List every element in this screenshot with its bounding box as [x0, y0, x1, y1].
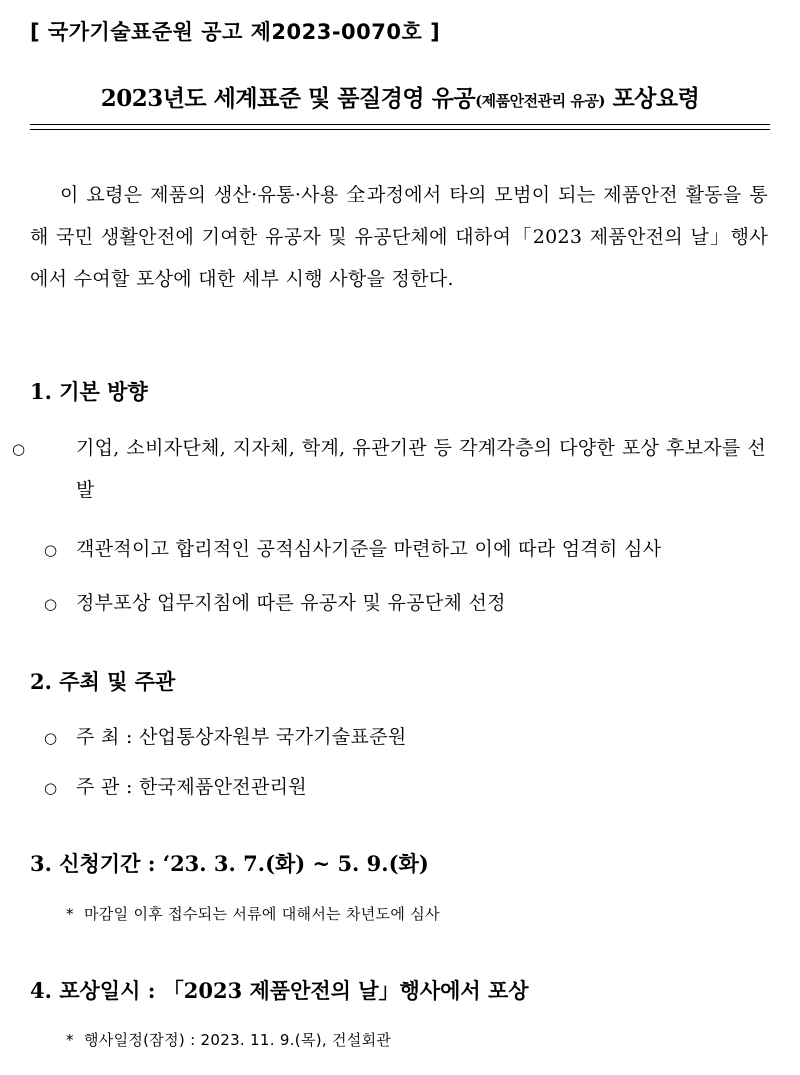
title-sub: (제품안전관리 유공): [475, 92, 605, 110]
list-item: [44, 772, 307, 799]
asterisk-icon: *: [66, 1031, 74, 1049]
notice-number: [ 국가기술표준원 공고 제2023-0070호 ]: [30, 20, 441, 44]
title-end: 포상요령: [612, 85, 700, 112]
section-heading-application-period: 3. 신청기간 : ‘23. 3. 7.(화) ~ 5. 9.(화): [30, 851, 429, 876]
list-item: [44, 588, 506, 615]
section-heading-basic-direction: 1. 기본 방향: [30, 379, 148, 404]
list-item: [12, 428, 766, 511]
asterisk-icon: *: [66, 905, 74, 923]
circle-bullet-icon: ○: [44, 541, 58, 559]
list-item-text: 주 최 : 산업통상자원부 국가기술표준원: [76, 726, 407, 748]
note-text: 마감일 이후 접수되는 서류에 대해서는 차년도에 심사: [84, 905, 440, 923]
list-item: [44, 534, 661, 561]
list-item-text: 주 관 : 한국제품안전관리원: [76, 776, 307, 798]
note: [66, 1029, 391, 1050]
title-main: 2023년도 세계표준 및 품질경영 유공: [100, 85, 476, 112]
list-item-text: 기업, 소비자단체, 지자체, 학계, 유관기관 등 각계각층의 다양한 포상 후보자를 선발: [76, 437, 766, 501]
note: [66, 903, 440, 924]
title-rule-top: [30, 124, 770, 125]
page-title: [30, 80, 770, 113]
note-text: 행사일정(잠정) : 2023. 11. 9.(목), 건설회관: [84, 1031, 392, 1049]
list-item-text: 정부포상 업무지침에 따른 유공자 및 유공단체 선정: [76, 592, 506, 614]
intro-paragraph: 이 요령은 제품의 생산·유통·사용 全과정에서 타의 모범이 되는 제품안전 활동을 통해 국민 생활안전에 기여한 유공자 및 유공단체에 대하여「2023 제품안전의 날」행사에서 수여할 포상에 대한 세부 시행 사항을 정한다.: [30, 184, 768, 290]
list-item: [44, 722, 407, 749]
section-heading-host: 2. 주최 및 주관: [30, 669, 176, 694]
circle-bullet-icon: ○: [44, 729, 58, 747]
circle-bullet-icon: ○: [44, 779, 58, 797]
circle-bullet-icon: ○: [12, 440, 26, 458]
circle-bullet-icon: ○: [44, 595, 58, 613]
list-item-text: 객관적이고 합리적인 공적심사기준을 마련하고 이에 따라 엄격히 심사: [76, 538, 662, 560]
title-rule-bottom: [30, 129, 770, 130]
section-heading-award-date: 4. 포상일시 : 「2023 제품안전의 날」행사에서 포상: [30, 978, 529, 1003]
